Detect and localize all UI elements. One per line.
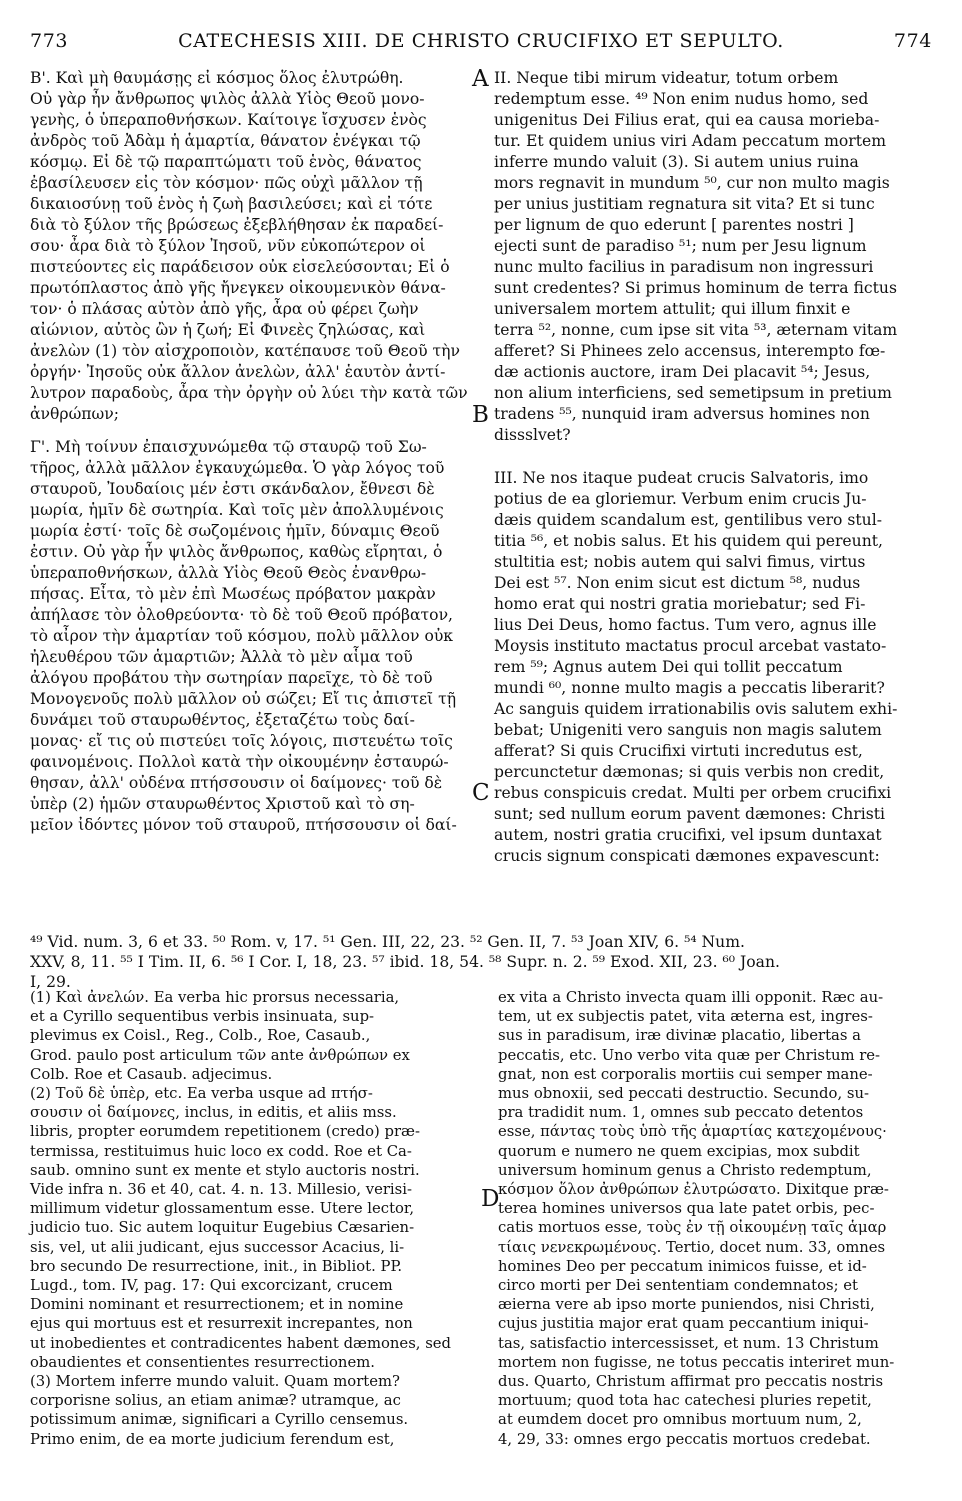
latin-text-line: dissslvet?	[494, 426, 571, 444]
greek-text-line: Οὐ γὰρ ἦν ἄνθρωπος ψιλὸς ἀλλὰ Υἱὸς Θεοῦ μονο-	[30, 90, 425, 108]
note-line: pra tradidit num. 1, omnes sub peccato detentos	[498, 1104, 864, 1122]
section-marker-c: C	[472, 780, 490, 806]
greek-text-line: ἀλόγου προβάτου τὴν σωτηρίαν παρεῖχε, τὸ δὲ τοῦ	[30, 669, 433, 687]
latin-text-line: per unius justitiam regnatura sit vita? Et si tunc	[494, 195, 875, 213]
greek-text-line: ἀπήλασε τὸν ὀλοθρεύοντα· τὸ δὲ τοῦ Θεοῦ πρόβατον,	[30, 606, 454, 624]
greek-text-line: ὑπεραποθνήσκων, ἀλλὰ Υἱὸς Θεοῦ Θεὸς ἐνανθρω-	[30, 564, 427, 582]
note-line: judicio tuo. Sic autem loquitur Eugebius Cæsarien-	[30, 1219, 415, 1237]
note-line: Domini nominant et resurrectionem; et in nomine	[30, 1296, 404, 1314]
greek-text-line: ἐβασίλευσεν εἰς τὸν κόσμον· πῶς οὐχὶ μᾶλλον τῇ	[30, 174, 423, 192]
latin-text-line: dæ actionis auctore, iram Dei placavit ⁵⁴; Jesus,	[494, 363, 871, 381]
greek-text-line: ἠλευθέρου τῶν ἁμαρτιῶν; Ἀλλὰ τὸ μὲν αἷμα τοῦ	[30, 648, 413, 666]
greek-text-line: ὑπὲρ (2) ἡμῶν σταυρωθέντος Χριστοῦ καὶ τὸ ση-	[30, 795, 415, 813]
latin-text-line: bebat; Unigeniti vero sanguis non magis salutem	[494, 721, 882, 739]
footnote-line: ⁴⁹ Vid. num. 3, 6 et 33. ⁵⁰ Rom. v, 17. ⁵¹ Gen. III, 22, 23. ⁵² Gen. II, 7. ⁵³ Joan XIV, 6. ⁵⁴ Num.	[30, 933, 745, 951]
latin-text-line: homo erat qui nostri gratia moriebatur; sed Fi-	[494, 595, 866, 613]
latin-text-line: crucis signum conspicati dæmones expavescunt:	[494, 847, 880, 865]
latin-text-line: rem ⁵⁹; Agnus autem Dei qui tollit peccatum	[494, 658, 843, 676]
greek-text-line: σταυροῦ, Ἰουδαίοις μέν ἐστι σκάνδαλον, ἔθνεσι δὲ	[30, 480, 435, 498]
latin-text-line: Ac sanguis quidem irrationabilis ovis salutem exhi-	[494, 700, 898, 718]
note-line: Colb. Roe et Casaub. adjecimus.	[30, 1065, 273, 1083]
latin-text-line: mors regnavit in mundum ⁵⁰, cur non multo magis	[494, 174, 890, 192]
greek-text-line: διὰ τὸ ξύλον τῆς βρώσεως ἐξεβλήθησαν ἐκ παραδεί-	[30, 216, 444, 234]
note-line: bro secundo De resurrectione, init., in Bibliot. PP.	[30, 1257, 403, 1275]
latin-text-line: inferre mundo valuit (3). Si autem unius ruina	[494, 153, 859, 171]
latin-text-line: Dei est ⁵⁷. Non enim sicut est dictum ⁵⁸, nudus	[494, 574, 861, 592]
page-header	[30, 30, 932, 60]
note-line: sis, vel, ut alii judicant, ejus successor Acacius, li-	[30, 1238, 405, 1256]
greek-text-line: Μονογενοῦς πολὺ μᾶλλον οὐ σώζει; Εἴ τις ἀπιστεῖ τῇ	[30, 690, 457, 708]
latin-text-line: II. Neque tibi mirum videatur, totum orbem	[494, 69, 839, 87]
greek-text-line: δυνάμει τοῦ σταυρωθέντος, ἐξεταζέτω τοὺς δαί-	[30, 711, 415, 729]
latin-text-line: tradens ⁵⁵, nunquid iram adversus homines non	[494, 405, 870, 423]
latin-text-line: III. Ne nos itaque pudeat crucis Salvatoris, imo	[494, 469, 869, 487]
greek-text-line: κόσμῳ. Εἰ δὲ τῷ παραπτώματι τοῦ ἑνὸς, θάνατος	[30, 153, 422, 171]
latin-text-line: autem, nostri gratia crucifixi, vel ipsum duntaxat	[494, 826, 882, 844]
note-line: τίαις νενεκρωμένους. Tertio, docet num. 33, omnes	[498, 1238, 886, 1256]
note-line: et a Cyrillo sequentibus verbis insinuata, sup-	[30, 1008, 375, 1026]
page-number-left: 773	[30, 30, 69, 52]
note-line: (2) Τοῦ δὲ ὑπὲρ, etc. Ea verba usque ad πτήσ-	[30, 1085, 373, 1103]
latin-text-line: sunt credentes? Si primus hominum de terra fictus	[494, 279, 897, 297]
footnote-line: I, 29.	[30, 973, 71, 991]
note-line: mortem non fugisse, ne totus peccatis interiret mun-	[498, 1353, 895, 1371]
section-marker-b: B	[472, 402, 489, 428]
note-line: ejus qui mortuus est et resurrexit increpantes, non	[30, 1315, 413, 1333]
note-line: Primo enim, de ea morte judicium ferendum est,	[30, 1430, 395, 1448]
greek-text-line: τῆρος, ἀλλὰ μᾶλλον ἐγκαυχώμεθα. Ὁ γὰρ λόγος τοῦ	[30, 459, 445, 477]
note-line: quorum e numero ne quem excipias, mox subdit	[498, 1142, 860, 1160]
note-line: æierna vere ab ipso morte puniendos, nisi Christi,	[498, 1296, 875, 1314]
latin-text-line: stultitia est; nobis autem qui salvi fimus, virtus	[494, 553, 866, 571]
latin-text-line: titia ⁵⁶, et nobis salus. Et his quidem qui pereunt,	[494, 532, 883, 550]
greek-text-line: μωρία ἐστί· τοῖς δὲ σωζομένοις ἡμῖν, δύναμις Θεοῦ	[30, 522, 440, 540]
latin-text-line: universalem mortem attulit; qui illum finxit e	[494, 300, 851, 318]
greek-text-line: μεῖον ἰδόντες μόνον τοῦ σταυροῦ, πτήσσουσιν οἱ δαί-	[30, 816, 457, 834]
note-line: gnat, non est corporalis mortiis cui semper mane-	[498, 1065, 873, 1083]
latin-text-line: lius Dei Deus, homo factus. Tum vero, agnus ille	[494, 616, 877, 634]
note-line: catis mortuos esse, τοὺς ἐν τῇ οἰκουμένῃ ταῖς ἁμαρ	[498, 1219, 887, 1237]
latin-text-line: afferet? Si Phinees zelo accensus, interempto fœ-	[494, 342, 886, 360]
latin-text-line: redemptum esse. ⁴⁹ Non enim nudus homo, sed	[494, 90, 869, 108]
greek-text-line: ἀνδρὸς τοῦ Ἀδὰμ ἡ ἁμαρτία, θάνατον ἐνέγκαι τῷ	[30, 132, 421, 150]
note-line: (3) Mortem inferre mundo valuit. Quam mortem?	[30, 1373, 400, 1391]
note-line: σουσιν οἱ δαίμονες, inclus, in editis, et aliis mss.	[30, 1104, 397, 1122]
greek-text-line: γενὴς, ὁ ὑπεραποθνήσκων. Καίτοιγε ἴσχυσεν ἑνὸς	[30, 111, 427, 129]
greek-text-line: τον· ὁ πλάσας αὐτὸν ἀπὸ γῆς, ἆρα οὐ φέρει ζωὴν	[30, 300, 419, 318]
note-line: circo morti per Dei sententiam condemnatos; et	[498, 1277, 858, 1295]
footnotes	[30, 932, 932, 992]
note-line: mortuum; quod tota hac catechesi pluries repetit,	[498, 1392, 872, 1410]
notes-right-column	[498, 988, 936, 1449]
latin-text-line: ejecti sunt de paradiso ⁵¹; num per Jesu lignum	[494, 237, 867, 255]
latin-text-line: mundi ⁶⁰, nonne multo magis a peccatis liberarit?	[494, 679, 885, 697]
note-line: 4, 29, 33: omnes ergo peccatis mortuos credebat.	[498, 1430, 871, 1448]
note-line: ut inobedientes et contradicentes habent dæmones, sed	[30, 1334, 452, 1352]
greek-text-line: μονας· εἴ τις οὐ πιστεύει τοῖς λόγοις, πιστευέτω τοῖς	[30, 732, 453, 750]
note-line: termissa, restituimus huic loco ex codd. Roe et Ca-	[30, 1142, 412, 1160]
latin-text-line: terra ⁵², nonne, cum ipse sit vita ⁵³, æternam vitam	[494, 321, 898, 339]
greek-text-line: Β'. Καὶ μὴ θαυμάσῃς εἰ κόσμος ὅλος ἐλυτρώθη.	[30, 69, 404, 87]
note-line: plevimus ex Coisl., Reg., Colb., Roe, Casaub.,	[30, 1027, 371, 1045]
latin-text-line: sunt; sed nullum eorum pavent dæmones: Christi	[494, 805, 885, 823]
latin-text-line: unigenitus Dei Filius erat, qui ea causa morieba-	[494, 111, 880, 129]
greek-text-line: ἀνελὼν (1) τὸν αἰσχροποιὸν, κατέπαυσε τοῦ Θεοῦ τὴν	[30, 342, 460, 360]
latin-text-line: tur. Et quidem unius viri Adam peccatum mortem	[494, 132, 887, 150]
latin-text-line: dæis quidem scandalum est, gentilibus vero stul-	[494, 511, 882, 529]
greek-text-line: πιστεύοντες εἰς παράδεισον οὐκ εἰσελεύσονται; Εἰ ὁ	[30, 258, 450, 276]
latin-text-line: rebus conspicuis credat. Multi per orbem crucifixi	[494, 784, 892, 802]
greek-text-line: ὀργήν· Ἰησοῦς οὐκ ἄλλον ἀνελὼν, ἀλλ' ἑαυτὸν ἀντί-	[30, 363, 446, 381]
running-title: CATECHESIS XIII. DE CHRISTO CRUCIFIXO ET SEPULTO.	[178, 30, 784, 52]
note-line: homines Deo per peccatum inimicos fuisse, et id-	[498, 1257, 867, 1275]
note-line: tem, ut ex subjectis patet, vita æterna est, ingres-	[498, 1008, 873, 1026]
section-marker-d: D	[481, 1186, 500, 1212]
greek-text-line	[30, 425, 474, 437]
note-line: corporisne solius, an etiam animæ? utramque, ac	[30, 1392, 401, 1410]
note-line: ex vita a Christo invecta quam illi opponit. Ræc au-	[498, 989, 884, 1006]
note-line: mus obnoxii, sed peccati destructio. Secundo, su-	[498, 1085, 869, 1103]
note-line: Grod. paulo post articulum τῶν ante ἀνθρώπων ex	[30, 1046, 410, 1064]
greek-text-line: λυτρον παραδοὺς, ἆρα τὴν ὀργὴν οὐ λύει τὴν κατὰ τῶν	[30, 384, 468, 402]
note-line: Lugd., tom. IV, pag. 17: Qui excorcizant, crucem	[30, 1277, 393, 1295]
note-line: saub. omnino sunt ex mente et stylo auctoris nostri.	[30, 1161, 420, 1179]
note-line: tas, satisfactio intercessisset, et num. 13 Christum	[498, 1334, 879, 1352]
note-line: millimum videtur glossamentum esse. Utere lector,	[30, 1200, 415, 1218]
note-line: terea homines universos qua late patet orbis, pec-	[498, 1200, 875, 1218]
note-line: Vide infra n. 36 et 40, cat. 4. n. 13. Millesio, verisi-	[30, 1181, 412, 1199]
note-line: libris, propter eorumdem repetitionem (credo) præ-	[30, 1123, 420, 1141]
greek-text-line: ἀνθρώπων;	[30, 405, 119, 423]
note-line: κόσμον ὅλον ἀνθρώπων ἐλυτρώσατο. Dixitque præ-	[498, 1181, 889, 1199]
greek-text-line: φαινομένοις. Πολλοὶ κατὰ τὴν οἰκουμένην ἐσταυρώ-	[30, 753, 449, 771]
latin-text-line: non alium interficiens, sed semetipsum in pretium	[494, 384, 892, 402]
section-marker-a: A	[472, 66, 489, 92]
note-line: peccatis, etc. Uno verbo vita quæ per Christum re-	[498, 1046, 881, 1064]
note-line: dus. Quarto, Christum affirmat pro peccatis nostris	[498, 1373, 884, 1391]
greek-text-line: τὸ αἶρον τὴν ἁμαρτίαν τοῦ κόσμου, πολὺ μᾶλλον οὐκ	[30, 627, 454, 645]
note-line: cujus justitia major erat quam peccantium iniqui-	[498, 1315, 869, 1333]
greek-text-line: σου· ἆρα διὰ τὸ ξύλον Ἰησοῦ, νῦν εὐκοπώτερον οἱ	[30, 237, 426, 255]
greek-text-line: Γ'. Μὴ τοίνυν ἐπαισχυνώμεθα τῷ σταυρῷ τοῦ Σω-	[30, 438, 427, 456]
note-line: potissimum animæ, significari a Cyrillo censemus.	[30, 1411, 409, 1429]
note-line: at eumdem docet pro omnibus mortuum num, 2,	[498, 1411, 862, 1429]
latin-text-line: nunc multo facilius in paradisum non ingressuri	[494, 258, 874, 276]
footnote-line: XXV, 8, 11. ⁵⁵ I Tim. II, 6. ⁵⁶ I Cor. I, 18, 23. ⁵⁷ ibid. 18, 54. ⁵⁸ Supr. n. 2. ⁵⁹ Exod. XII, 23. ⁶⁰ Joan.	[30, 953, 780, 971]
note-line: (1) Καὶ ἀνελών. Ea verba hic prorsus necessaria,	[30, 989, 400, 1006]
greek-text-line: πρωτόπλαστος ἀπὸ γῆς ἤνεγκεν οἰκουμενικὸν θάνα-	[30, 279, 446, 297]
note-line: esse, πάντας τοὺς ὑπὸ τῆς ἁμαρτίας κατεχομένους·	[498, 1123, 887, 1141]
greek-text-line: ἐστιν. Οὐ γὰρ ἦν ψιλὸς ἄνθρωπος, καθὼς εἴρηται, ὁ	[30, 543, 443, 561]
latin-text-line: Moysis instituto mactatus procul arcebat vastato-	[494, 637, 887, 655]
latin-text-line: per lignum de quo ederunt [ parentes nostri ]	[494, 216, 854, 234]
page-number-right: 774	[893, 30, 932, 52]
latin-text-column	[494, 68, 930, 867]
latin-text-line: percunctetur dæmonas; si quis verbis non credit,	[494, 763, 885, 781]
greek-text-line: θησαν, ἀλλ' οὐδένα πτήσσουσιν οἱ δαίμονες· τοῦ δὲ	[30, 774, 443, 792]
note-line: obaudientes et consentientes resurrectionem.	[30, 1353, 375, 1371]
latin-text-line: afferat? Si quis Crucifixi virtuti incredutus est,	[494, 742, 863, 760]
latin-text-line: potius de ea gloriemur. Verbum enim crucis Ju-	[494, 490, 867, 508]
greek-text-line: πήσας. Εἶτα, τὸ μὲν ἐπὶ Μωσέως πρόβατον μακρὰν	[30, 585, 436, 603]
notes-left-column	[30, 988, 482, 1449]
greek-text-line: αἰώνιον, αὐτὸς ὢν ἡ ζωή; Εἰ Φινεὲς ζηλώσας, καὶ	[30, 321, 426, 339]
greek-text-column	[30, 68, 474, 836]
note-line: universum hominum genus a Christo redemptum,	[498, 1161, 872, 1179]
greek-text-line: μωρία, ἡμῖν δὲ σωτηρία. Καὶ τοῖς μὲν ἀπολλυμένοις	[30, 501, 444, 519]
greek-text-line: δικαιοσύνῃ τοῦ ἑνὸς ἡ ζωὴ βασιλεύσει; καὶ εἰ τότε	[30, 195, 433, 213]
note-line: sus in paradisum, iræ divinæ placatio, libertas a	[498, 1027, 861, 1045]
